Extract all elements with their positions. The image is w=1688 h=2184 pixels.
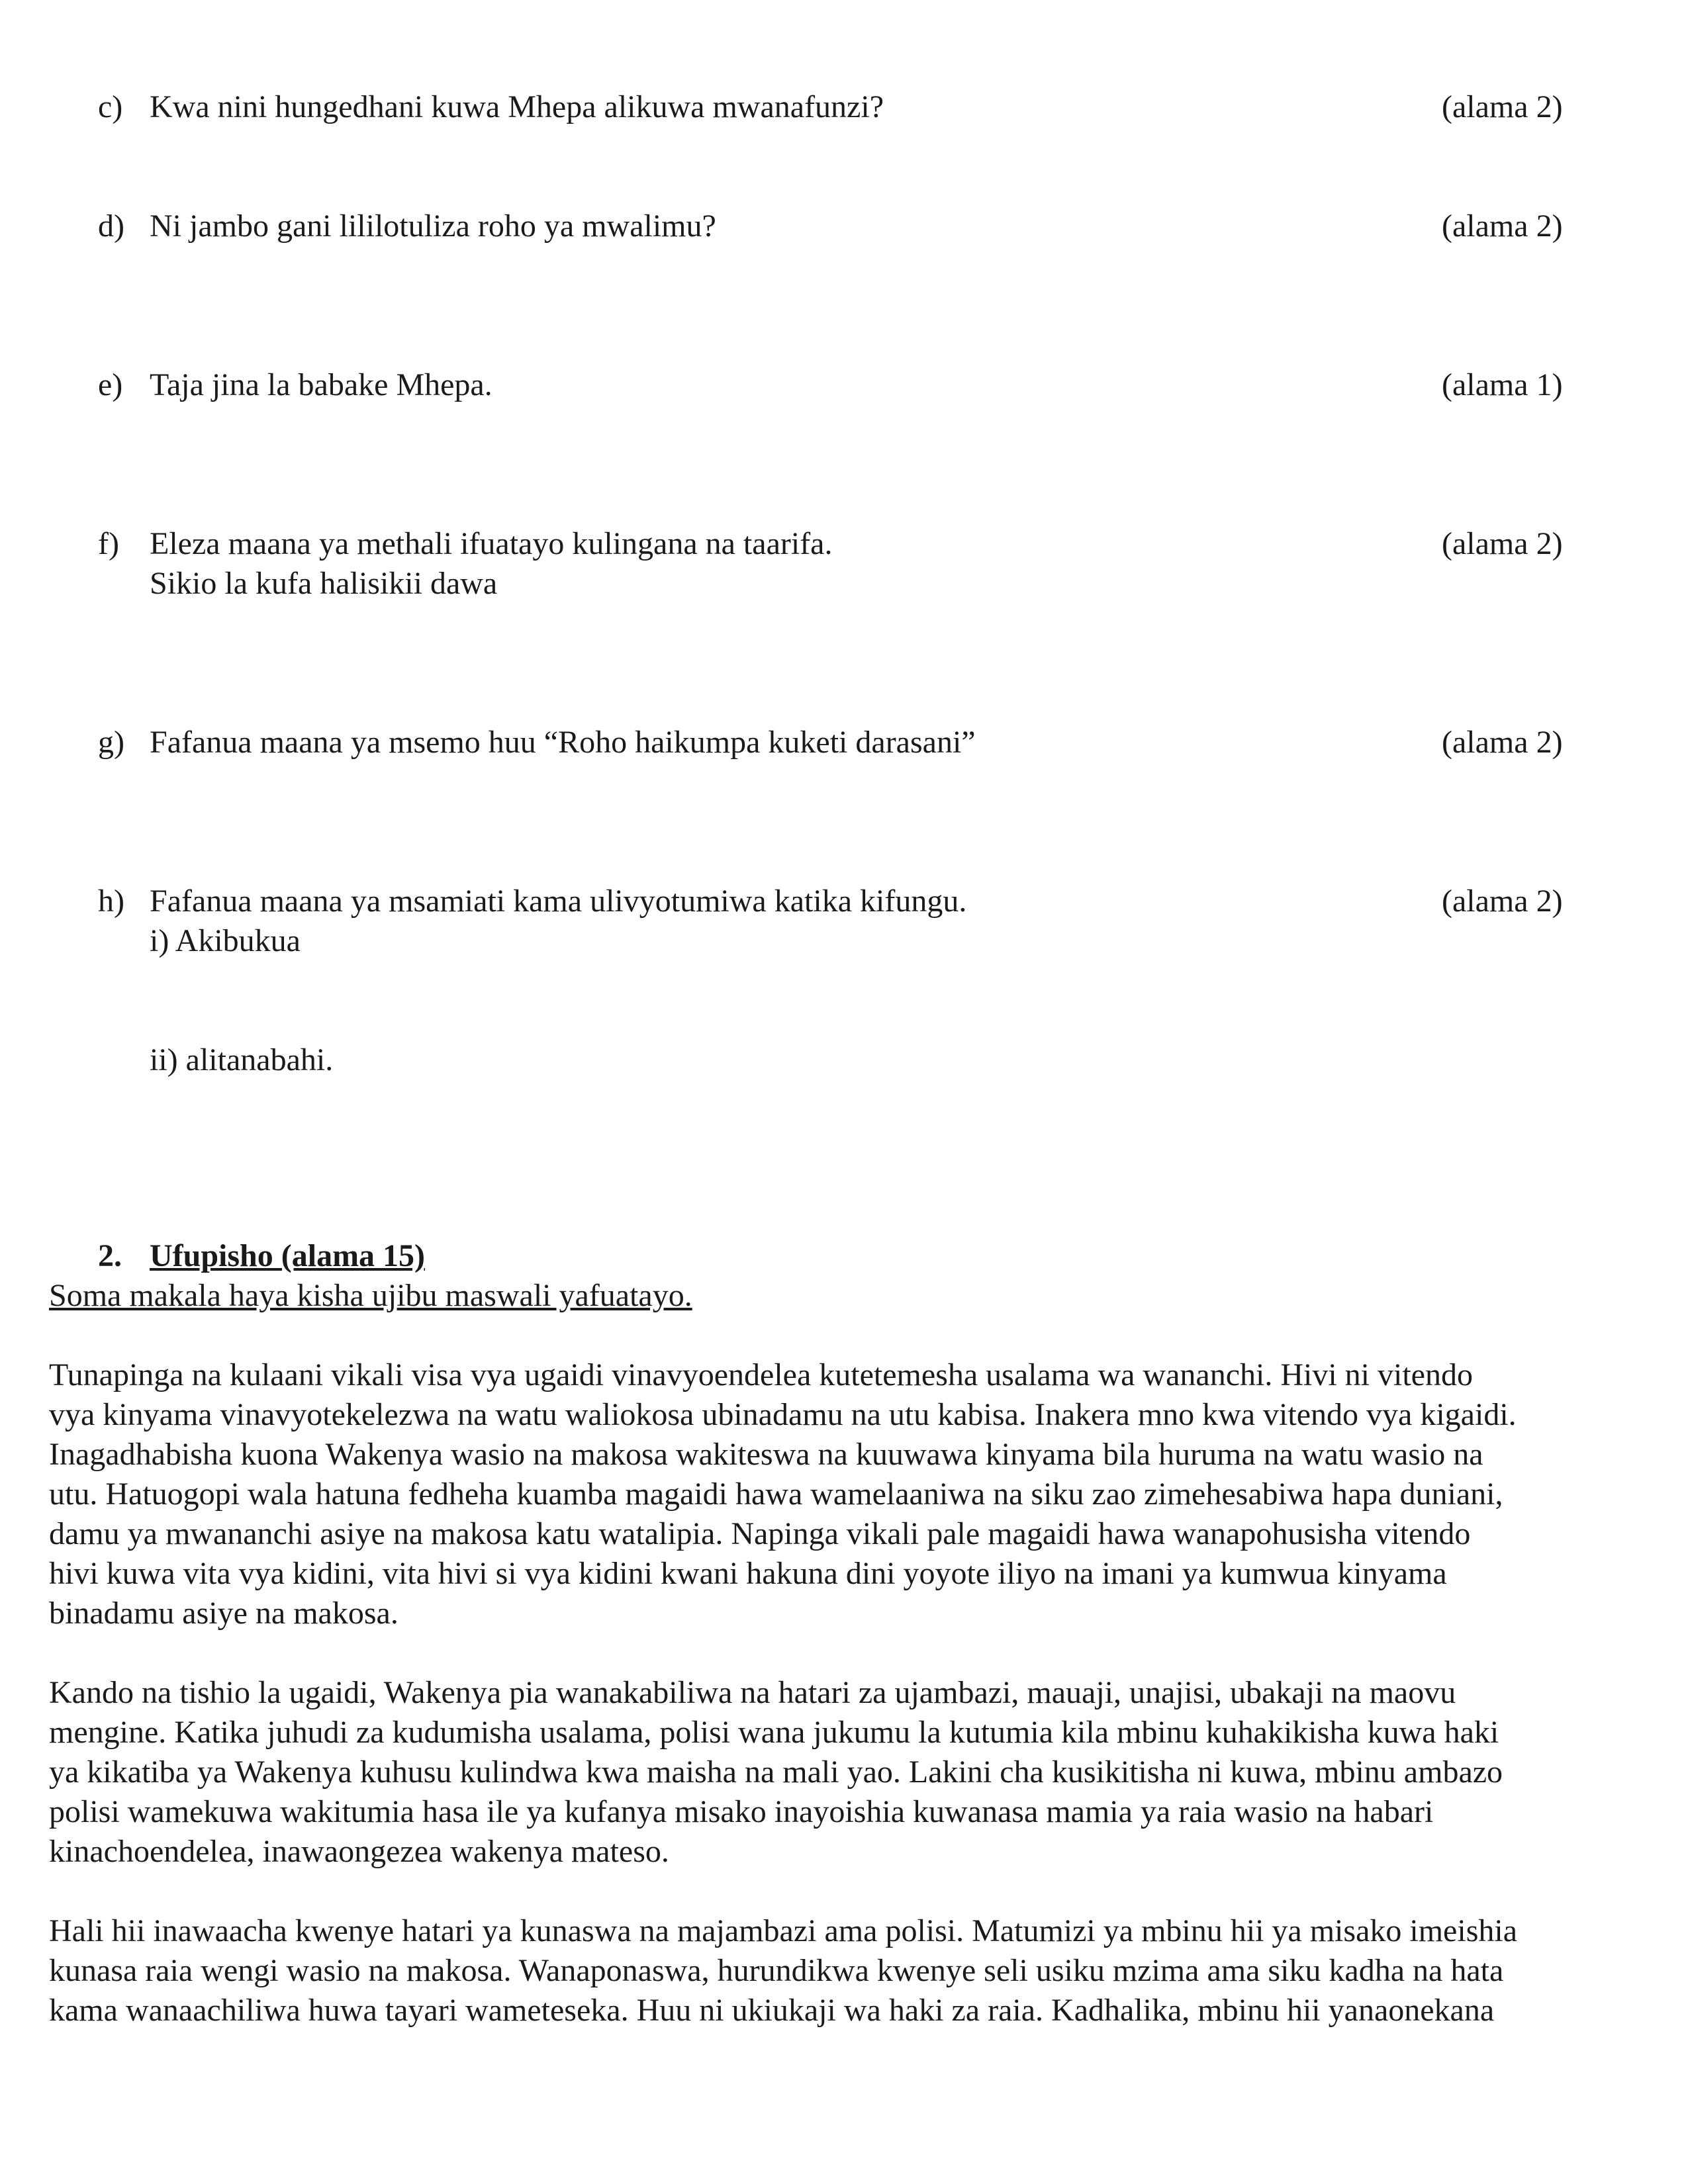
paragraph-line: hivi kuwa vita vya kidini, vita hivi si vya kidini kwani hakuna dini yoyote iliyo na imani ya kumwua kinyama — [49, 1556, 1447, 1591]
paragraph-2 — [49, 1673, 1585, 1872]
question-marks: (alama 2) — [1442, 884, 1563, 919]
section-title: Ufupisho (alama 15) — [150, 1238, 426, 1273]
question-marks: (alama 2) — [1442, 89, 1563, 124]
question-text: Ni jambo gani lililotuliza roho ya mwalimu? — [150, 208, 716, 244]
question-text: Fafanua maana ya msamiati kama ulivyotumiwa katika kifungu. — [150, 884, 967, 919]
paragraph-1 — [49, 1355, 1585, 1633]
paragraph-line: vya kinyama vinavyotekelezwa na watu waliokosa ubinadamu na utu kabisa. Inakera mno kwa vitendo vya kigaidi. — [49, 1397, 1517, 1432]
question-marks: (alama 1) — [1442, 367, 1563, 402]
question-subtext: i) Akibukua — [150, 923, 301, 958]
question-text: Kwa nini hungedhani kuwa Mhepa alikuwa mwanafunzi? — [150, 89, 884, 124]
question-letter: h) — [98, 884, 124, 919]
paragraph-line: binadamu asiye na makosa. — [49, 1596, 399, 1631]
question-h-subitem-ii: ii) alitanabahi. — [150, 1042, 334, 1077]
paragraph-line: kama wanaachiliwa huwa tayari wameteseka. Huu ni ukiukaji wa haki za raia. Kadhalika, mbinu hii yanaonekana — [49, 1993, 1495, 2028]
section-instruction: Soma makala haya kisha ujibu maswali yafuatayo. — [49, 1278, 692, 1313]
question-marks: (alama 2) — [1442, 208, 1563, 244]
paragraph-line: polisi wamekuwa wakitumia hasa ile ya kufanya misako inayoishia kuwanasa mamia ya raia wasio na habari — [49, 1794, 1434, 1829]
question-marks: (alama 2) — [1442, 526, 1563, 561]
question-letter: e) — [98, 367, 123, 402]
section-heading — [98, 1236, 425, 1276]
question-marks: (alama 2) — [1442, 725, 1563, 760]
paragraph-line: Tunapinga na kulaani vikali visa vya ugaidi vinavyoendelea kutetemesha usalama wa wananchi. Hivi ni vitendo — [49, 1357, 1473, 1392]
paragraph-line: ya kikatiba ya Wakenya kuhusu kulindwa kwa maisha na mali yao. Lakini cha kusikitisha ni kuwa, mbinu ambazo — [49, 1754, 1503, 1790]
paragraph-line: Hali hii inawaacha kwenye hatari ya kunaswa na majambazi ama polisi. Matumizi ya mbinu hii ya misako imeishia — [49, 1913, 1518, 1948]
paragraph-line: utu. Hatuogopi wala hatuna fedheha kuamba magaidi hawa wamelaaniwa na siku zao zimehesabiwa hapa duniani, — [49, 1477, 1503, 1512]
paragraph-line: damu ya mwananchi asiye na makosa katu watalipia. Napinga vikali pale magaidi hawa wanapohusisha vitendo — [49, 1516, 1471, 1551]
paragraph-3 — [49, 1911, 1585, 2030]
paragraph-line: Kando na tishio la ugaidi, Wakenya pia wanakabiliwa na hatari za ujambazi, mauaji, unajisi, ubakaji na maovu — [49, 1675, 1456, 1710]
paragraph-line: mengine. Katika juhudi za kudumisha usalama, polisi wana jukumu la kutumia kila mbinu kuhakikisha kuwa haki — [49, 1715, 1499, 1750]
paragraph-line: kinachoendelea, inawaongezea wakenya mateso. — [49, 1834, 669, 1869]
paragraph-line: kunasa raia wengi wasio na makosa. Wanaponaswa, hurundikwa kwenye seli usiku mzima ama siku kadha na hata — [49, 1953, 1504, 1988]
question-letter: d) — [98, 208, 124, 244]
question-text: Taja jina la babake Mhepa. — [150, 367, 492, 402]
question-subtext: Sikio la kufa halisikii dawa — [150, 566, 498, 601]
question-letter: f) — [98, 526, 119, 561]
question-text: Eleza maana ya methali ifuatayo kulingana na taarifa. — [150, 526, 833, 561]
question-text: Fafanua maana ya msemo huu “Roho haikumpa kuketi darasani” — [150, 725, 976, 760]
paragraph-line: Inagadhabisha kuona Wakenya wasio na makosa wakiteswa na kuuwawa kinyama bila huruma na watu wasio na — [49, 1437, 1483, 1472]
question-letter: g) — [98, 725, 124, 760]
question-letter: c) — [98, 89, 123, 124]
section-number: 2. — [98, 1238, 122, 1273]
